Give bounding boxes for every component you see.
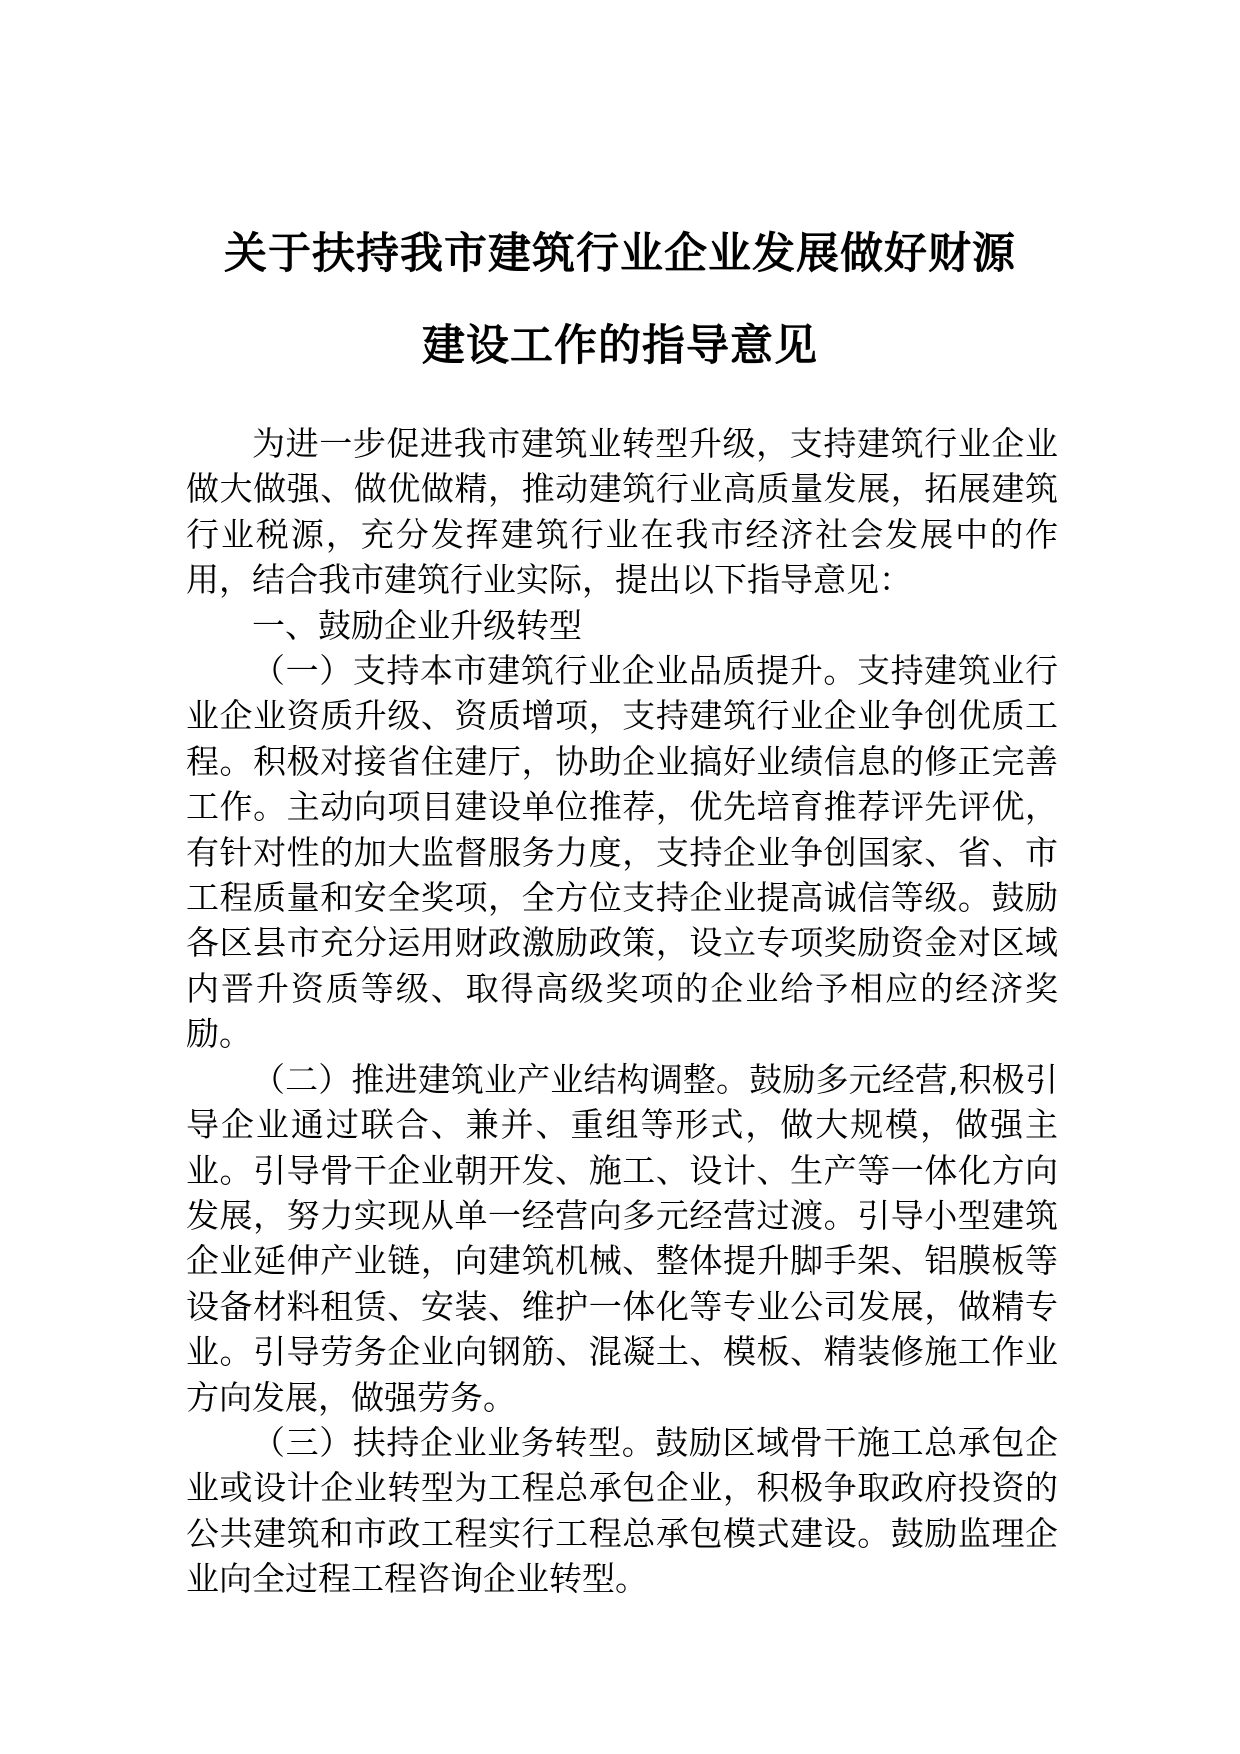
document-body: [186, 421, 1058, 1602]
title-line-2: 建设工作的指导意见: [422, 321, 818, 371]
clause-paragraph-1: （一）支持本市建筑行业企业品质提升。支持建筑业行业企业资质升级、资质增项，支持建筑行业企业争创优质工程。积极对接省住建厅，协助企业搞好业绩信息的修正完善工作。主动向项目建设单位推荐，优先培育推荐评先评优，有针对性的加大监督服务力度，支持企业争创国家、省、市工程质量和安全奖项，全方位支持企业提高诚信等级。鼓励各区县市充分运用财政激励政策，设立专项奖励资金对区域内晋升资质等级、取得高级奖项的企业给予相应的经济奖励。: [186, 651, 1058, 1054]
clause-paragraph-2: （二）推进建筑业产业结构调整。鼓励多元经营,积极引导企业通过联合、兼并、重组等形式，做大规模，做强主业。引导骨干企业朝开发、施工、设计、生产等一体化方向发展，努力实现从单一经营向多元经营过渡。引导小型建筑企业延伸产业链，向建筑机械、整体提升脚手架、铝膜板等设备材料租赁、安装、维护一体化等专业公司发展，做精专业。引导劳务企业向钢筋、混凝土、模板、精装修施工作业方向发展，做强劳务。: [186, 1059, 1058, 1417]
clause-paragraph-3: （三）扶持企业业务转型。鼓励区域骨干施工总承包企业或设计企业转型为工程总承包企业，积极争取政府投资的公共建筑和市政工程实行工程总承包模式建设。鼓励监理企业向全过程工程咨询企业转型。: [186, 1422, 1058, 1599]
intro-paragraph: 为进一步促进我市建筑业转型升级，支持建筑行业企业做大做强、做优做精，推动建筑行业高质量发展，拓展建筑行业税源，充分发挥建筑行业在我市经济社会发展中的作用，结合我市建筑行业实际，提出以下指导意见：: [186, 424, 1058, 600]
document-title: [150, 208, 1090, 392]
section-heading-1: 一、鼓励企业升级转型: [252, 605, 582, 645]
title-line-1: 关于扶持我市建筑行业企业发展做好财源: [224, 229, 1016, 279]
